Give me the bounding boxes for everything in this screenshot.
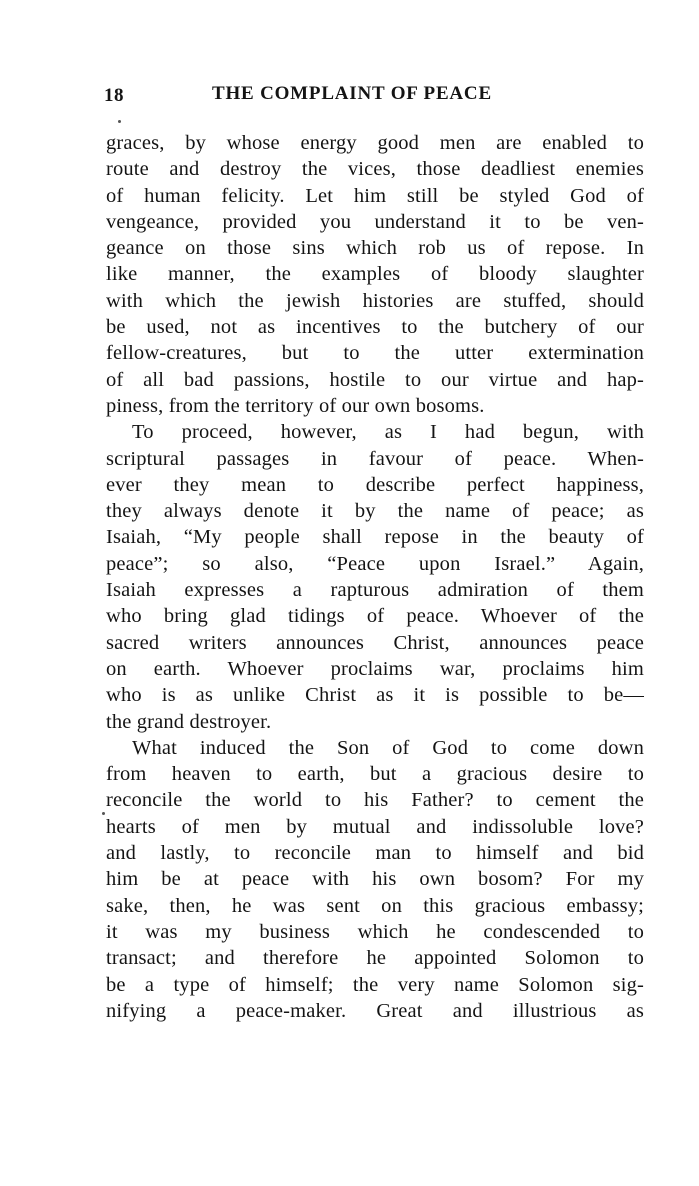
- text-line: who is as unlike Christ as it is possible to be—: [106, 684, 644, 707]
- text-line: and lastly, to reconcile man to himself and bid: [106, 842, 644, 865]
- text-line: To proceed, however, as I had begun, with: [132, 421, 644, 444]
- body-text: [106, 130, 644, 1024]
- text-line: be used, not as incentives to the butchery of our: [106, 316, 644, 339]
- text-line: they always denote it by the name of peace; as: [106, 500, 644, 523]
- text-line: like manner, the examples of bloody slaughter: [106, 263, 644, 286]
- text-line: with which the jewish histories are stuffed, should: [106, 289, 644, 312]
- text-line: scriptural passages in favour of peace. When-: [106, 447, 644, 470]
- text-line: reconcile the world to his Father? to cement the: [106, 789, 644, 812]
- text-line: Isaiah expresses a rapturous admiration of them: [106, 579, 644, 602]
- text-line: sake, then, he was sent on this gracious embassy;: [106, 894, 644, 917]
- text-line: ever they mean to describe perfect happiness,: [106, 473, 644, 496]
- text-line: of human felicity. Let him still be styled God of: [106, 184, 644, 207]
- text-line: it was my business which he condescended to: [106, 920, 644, 943]
- text-line: who bring glad tidings of peace. Whoever of the: [106, 605, 644, 628]
- text-line: graces, by whose energy good men are enabled to: [106, 132, 644, 154]
- text-line: nifying a peace-maker. Great and illustrious as: [106, 999, 644, 1022]
- text-line: him be at peace with his own bosom? For my: [106, 868, 644, 891]
- page-header: [104, 85, 644, 111]
- text-line: What induced the Son of God to come down: [132, 736, 644, 759]
- print-speck: [102, 812, 105, 815]
- text-line: sacred writers announces Christ, announces peace: [106, 631, 644, 654]
- text-line: fellow-creatures, but to the utter extermination: [106, 342, 644, 365]
- text-line: geance on those sins which rob us of repose. In: [106, 237, 644, 260]
- text-line: route and destroy the vices, those deadliest enemies: [106, 158, 644, 181]
- text-line: transact; and therefore he appointed Solomon to: [106, 947, 644, 970]
- running-title: THE COMPLAINT OF PEACE: [212, 83, 492, 104]
- text-line: Isaiah, “My people shall repose in the beauty of: [106, 526, 644, 549]
- text-line: be a type of himself; the very name Solomon sig-: [106, 973, 644, 996]
- text-line: from heaven to earth, but a gracious desire to: [106, 763, 644, 786]
- page-number: 18: [104, 85, 124, 106]
- text-line: of all bad passions, hostile to our virtue and hap-: [106, 368, 644, 391]
- text-line: peace”; so also, “Peace upon Israel.” Again,: [106, 552, 644, 575]
- text-line: hearts of men by mutual and indissoluble love?: [106, 815, 644, 838]
- text-line: the grand destroyer.: [106, 710, 272, 733]
- print-speck: [118, 120, 121, 123]
- text-line: vengeance, provided you understand it to be ven-: [106, 210, 644, 233]
- text-line: piness, from the territory of our own bosoms.: [106, 394, 485, 417]
- text-line: on earth. Whoever proclaims war, proclaims him: [106, 657, 644, 680]
